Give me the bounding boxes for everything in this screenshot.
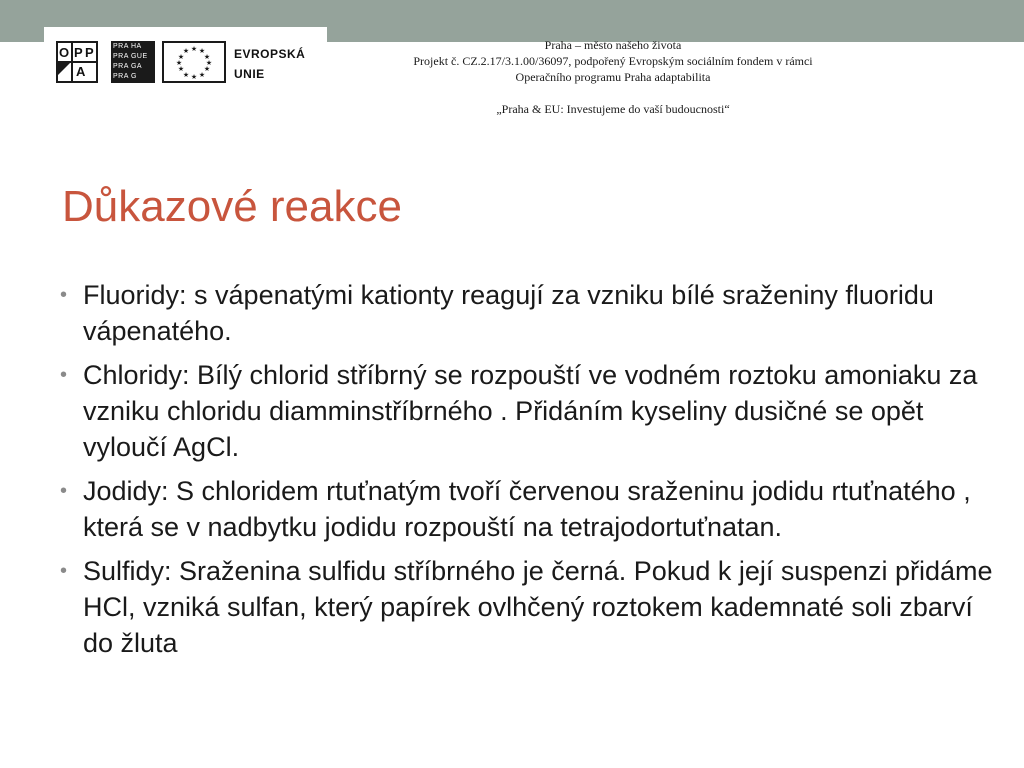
bullet-dot-icon: • (60, 560, 68, 582)
bullet-dot-icon: • (60, 480, 68, 502)
bullet-item-sulfidy (60, 553, 1000, 661)
project-info-line1: Praha – město našeho života (544, 38, 682, 52)
svg-text:★: ★ (177, 65, 185, 73)
svg-text:★: ★ (190, 73, 198, 81)
svg-text:★: ★ (190, 45, 198, 53)
project-info (300, 37, 926, 117)
oppa-letter-o: O (59, 45, 70, 60)
eu-logo-line1: EVROPSKÁ (234, 47, 306, 61)
bullet-text: Fluoridy: s vápenatými kationty reagují za vzniku bílé sraženiny fluoridu vápenatého. (83, 280, 934, 346)
bullet-item-fluoridy (60, 277, 1000, 349)
slide-title: Důkazové reakce (62, 182, 402, 231)
project-info-line3: Operačního programu Praha adaptabilita (515, 70, 711, 84)
oppa-letter-p1: P (74, 45, 83, 60)
praha-logo (111, 41, 155, 83)
svg-text:★: ★ (175, 59, 183, 67)
bullet-text: Chloridy: Bílý chlorid stříbrný se rozpouští ve vodném roztoku amoniaku za vzniku chloridu diamminstříbrného . Přidáním kyseliny dusičné se opět vyloučí AgCl. (83, 360, 978, 462)
praha-logo-row: PRA HA (113, 43, 142, 50)
oppa-letter-a: A (76, 64, 86, 79)
eu-logo-line2: UNIE (234, 67, 265, 81)
svg-text:★: ★ (203, 65, 211, 73)
oppa-letter-p2: P (85, 45, 94, 60)
svg-text:★: ★ (198, 47, 206, 55)
svg-text:★: ★ (198, 71, 206, 79)
bullet-item-chloridy (60, 357, 1000, 465)
bullet-text: Jodidy: S chloridem rtuťnatým tvoří červenou sraženinu jodidu rtuťnatého , která se v nadbytku jodidu rozpouští na tetrajodortuťnatan. (83, 476, 971, 542)
project-slogan: „Praha & EU: Investujeme do vaší budoucnosti“ (496, 102, 730, 116)
eu-stars-icon (162, 41, 226, 83)
logo-box (44, 27, 327, 97)
svg-text:★: ★ (177, 53, 185, 61)
svg-text:★: ★ (182, 47, 190, 55)
praha-logo-row: PRA G (113, 73, 137, 80)
praha-logo-row: PRA GA (113, 63, 143, 70)
bullet-dot-icon: • (60, 364, 68, 386)
project-info-line2: Projekt č. CZ.2.17/3.1.00/36097, podpořený Evropským sociálním fondem v rámci (413, 54, 813, 68)
bullet-item-jodidy (60, 473, 1000, 545)
svg-text:★: ★ (203, 53, 211, 61)
praha-logo-row: PRA GUE (113, 53, 148, 60)
oppa-logo (56, 41, 98, 83)
eu-logo-text (234, 44, 305, 84)
svg-text:★: ★ (205, 59, 213, 67)
svg-text:★: ★ (182, 71, 190, 79)
bullet-list (60, 277, 1000, 669)
bullet-text: Sulfidy: Sraženina sulfidu stříbrného je černá. Pokud k její suspenzi přidáme HCl, vzniká sulfan, který papírek ovlhčený roztokem kademnaté soli zbarví do žluta (83, 556, 993, 658)
bullet-dot-icon: • (60, 284, 68, 306)
